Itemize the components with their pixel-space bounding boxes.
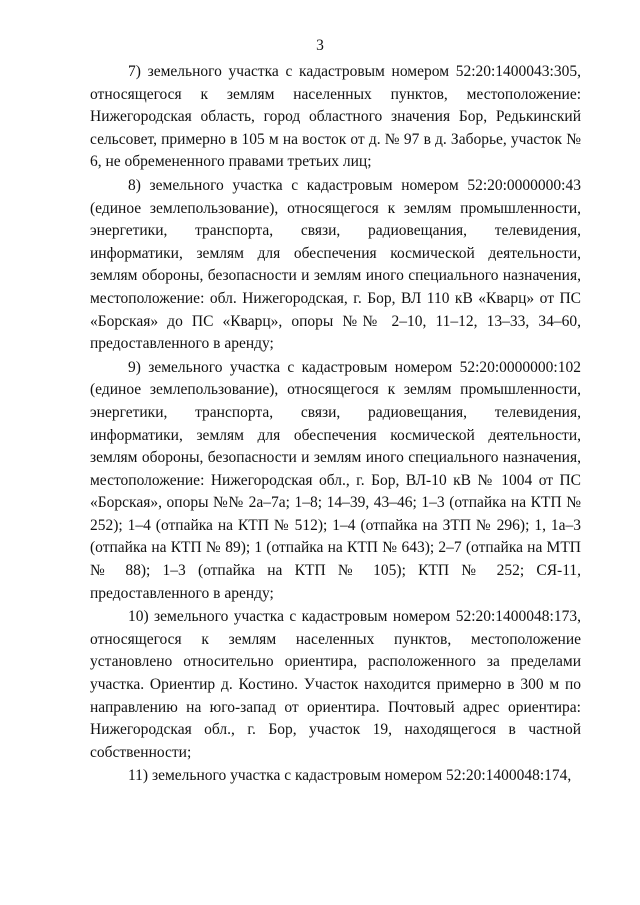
paragraph-item-10: 10) земельного участка с кадастровым номером 52:20:1400048:173, относящегося к землям населенных пунктов, местоположение установлено относительно ориентира, расположенного за пределами участка. Ориентир д. Костино. Участок находится примерно в 300 м по направлению на юго-запад от ориентира. Почтовый адрес ориентира: Нижегородская обл., г. Бор, участок 19, находящегося в частной собственности; [90, 608, 581, 761]
page-number: 3 [316, 37, 324, 54]
paragraph-item-8: 8) земельного участка с кадастровым номером 52:20:0000000:43 (единое землепользование), относящегося к землям промышленности, энергетики, транспорта, связи, радиовещания, телевидения, информатики, землям для обеспечения космической деятельности, землям обороны, безопасности и землям иного специального назначения, местоположение: обл. Нижегородская, г. Бор, ВЛ 110 кВ «Кварц» от ПС «Борская» до ПС «Кварц», опоры №№ 2–10, 11–12, 13–33, 34–60, предоставленного в аренду; [90, 176, 581, 353]
paragraph-item-9: 9) земельного участка с кадастровым номером 52:20:0000000:102 (единое землепользование), относящегося к землям промышленности, энергетики, транспорта, связи, радиовещания, телевидения, информатики, землям для обеспечения космической деятельности, землям обороны, безопасности и землям иного специального назначения, местоположение: Нижегородская обл., г. Бор, ВЛ-10 кВ № 1004 от ПС «Борская», опоры №№ 2а–7а; 1–8; 14–39, 43–46; 1–3 (отпайка на КТП № 252); 1–4 (отпайка на КТП № 512); 1–4 (отпайка на ЗТП № 296); 1, 1а–3 (отпайка на КТП № 89); 1 (отпайка на КТП № 643); 2–7 (отпайка на МТП № 88); 1–3 (отпайка на КТП № 105); КТП № 252; СЯ-11, предоставленного в аренду; [90, 358, 581, 602]
document-body [90, 61, 581, 789]
paragraph-item-7: 7) земельного участка с кадастровым номером 52:20:1400043:305, относящегося к землям населенных пунктов, местоположение: Нижегородская область, город областного значения Бор, Редькинский сельсовет, примерно в 105 м на восток от д. № 97 в д. Заборье, участок № 6, не обремененного правами третьих лиц; [90, 63, 581, 171]
paragraph-item-11: 11) земельного участка с кадастровым номером 52:20:1400048:174, [128, 767, 572, 785]
